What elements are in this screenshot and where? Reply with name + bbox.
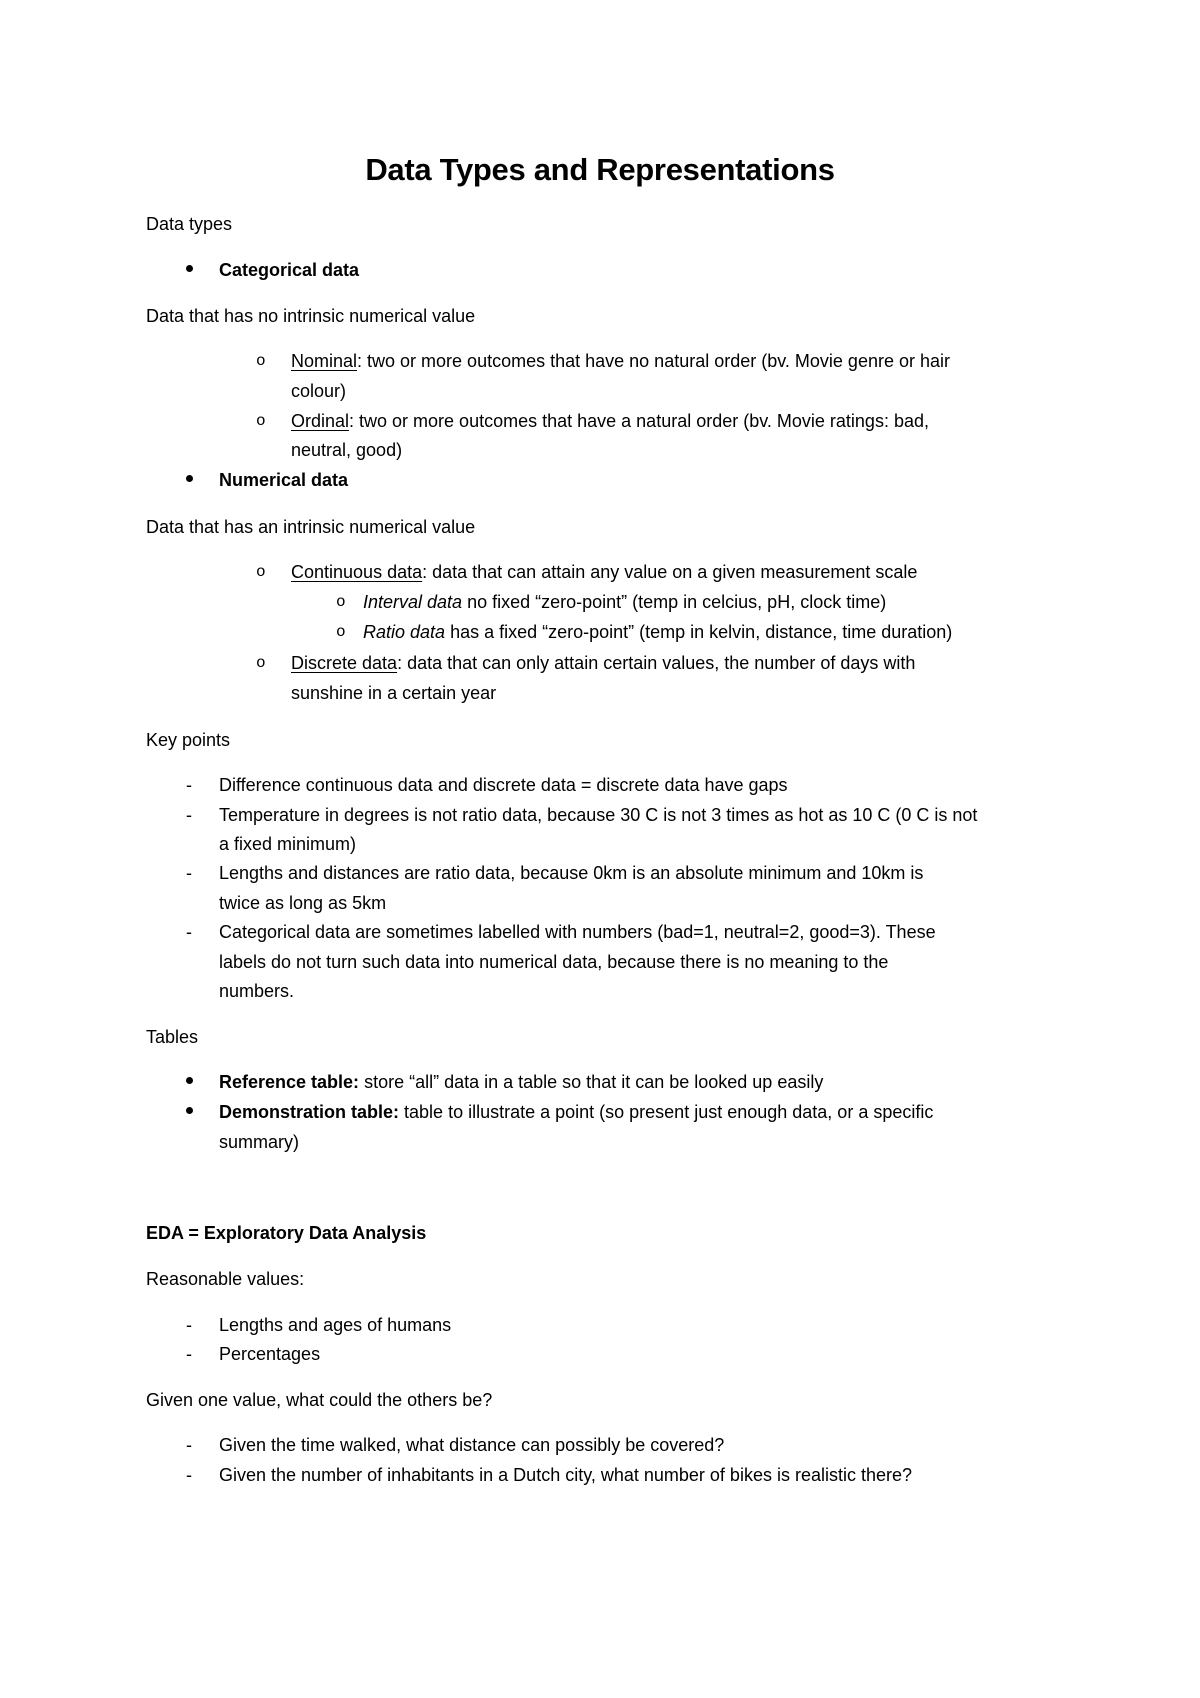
ratio-line	[363, 620, 952, 644]
section-heading-data-types: Data types	[146, 214, 233, 234]
nominal-text: : two or more outcomes that have no natural order (bv. Movie genre or hair	[357, 351, 950, 371]
interval-term: Interval data	[363, 592, 463, 612]
dash-bullet: -	[186, 863, 192, 883]
bullet-icon	[186, 265, 193, 272]
key-point-2-line-1: Temperature in degrees is not ratio data, because 30 C is not 3 times as hot as 10 C (0 C is not	[219, 805, 978, 825]
categorical-label: Categorical data	[219, 260, 360, 280]
reference-table-line	[219, 1070, 823, 1094]
circle-bullet-icon: o	[256, 352, 266, 370]
continuous-line	[291, 560, 917, 584]
reasonable-item-2: Percentages	[219, 1344, 321, 1364]
key-point-4-line-3: numbers.	[219, 981, 295, 1001]
key-point-2-line-2: a fixed minimum)	[219, 834, 357, 854]
given-item-2: Given the number of inhabitants in a Dutch city, what number of bikes is realistic there?	[219, 1465, 913, 1485]
dash-bullet: -	[186, 805, 192, 825]
interval-line	[363, 590, 886, 614]
circle-bullet-icon: o	[336, 623, 346, 641]
nominal-line-1	[291, 349, 950, 373]
bullet-icon	[186, 475, 193, 482]
dash-bullet: -	[186, 922, 192, 942]
section-heading-eda: EDA = Exploratory Data Analysis	[146, 1223, 427, 1243]
page-title: Data Types and Representations	[365, 152, 835, 187]
demonstration-table-line-1	[219, 1100, 933, 1124]
ordinal-text: : two or more outcomes that have a natural order (bv. Movie ratings: bad,	[349, 411, 929, 431]
section-heading-tables: Tables	[146, 1027, 199, 1047]
given-item-1: Given the time walked, what distance can possibly be covered?	[219, 1435, 725, 1455]
ratio-text: has a fixed “zero-point” (temp in kelvin, distance, time duration)	[445, 622, 953, 642]
demonstration-table-line-2: summary)	[219, 1132, 299, 1152]
discrete-term: Discrete data	[291, 653, 398, 673]
dash-bullet: -	[186, 775, 192, 795]
section-heading-key-points: Key points	[146, 730, 231, 750]
given-value-heading: Given one value, what could the others be?	[146, 1390, 493, 1410]
key-point-1: Difference continuous data and discrete data = discrete data have gaps	[219, 775, 788, 795]
ordinal-line-2: neutral, good)	[291, 440, 403, 460]
nominal-term: Nominal	[291, 351, 358, 371]
demonstration-table-text: table to illustrate a point (so present just enough data, or a specific	[399, 1102, 934, 1122]
circle-bullet-icon: o	[336, 593, 346, 611]
reasonable-values-heading: Reasonable values:	[146, 1269, 305, 1289]
key-point-4-line-1: Categorical data are sometimes labelled with numbers (bad=1, neutral=2, good=3). These	[219, 922, 936, 942]
discrete-line-2: sunshine in a certain year	[291, 683, 497, 703]
key-point-4-line-2: labels do not turn such data into numerical data, because there is no meaning to the	[219, 952, 889, 972]
numerical-description: Data that has an intrinsic numerical value	[146, 517, 476, 537]
dash-bullet: -	[186, 1315, 192, 1335]
discrete-line-1	[291, 651, 915, 675]
reference-table-text: store “all” data in a table so that it can be looked up easily	[359, 1072, 824, 1092]
continuous-term: Continuous data	[291, 562, 423, 582]
circle-bullet-icon: o	[256, 563, 266, 581]
categorical-description: Data that has no intrinsic numerical value	[146, 306, 476, 326]
reasonable-item-1: Lengths and ages of humans	[219, 1315, 452, 1335]
circle-bullet-icon: o	[256, 654, 266, 672]
dash-bullet: -	[186, 1435, 192, 1455]
numerical-label: Numerical data	[219, 470, 349, 490]
circle-bullet-icon: o	[256, 412, 266, 430]
nominal-line-2: colour)	[291, 381, 347, 401]
reference-table-label: Reference table:	[219, 1072, 360, 1092]
ordinal-line-1	[291, 409, 929, 433]
bullet-icon	[186, 1107, 193, 1114]
continuous-text: : data that can attain any value on a given measurement scale	[422, 562, 918, 582]
interval-text: no fixed “zero-point” (temp in celcius, pH, clock time)	[462, 592, 887, 612]
demonstration-table-label: Demonstration table:	[219, 1102, 400, 1122]
ratio-term: Ratio data	[363, 622, 446, 642]
dash-bullet: -	[186, 1344, 192, 1364]
key-point-3-line-1: Lengths and distances are ratio data, because 0km is an absolute minimum and 10km is	[219, 863, 924, 883]
key-point-3-line-2: twice as long as 5km	[219, 893, 387, 913]
ordinal-term: Ordinal	[291, 411, 350, 431]
discrete-text: : data that can only attain certain values, the number of days with	[397, 653, 916, 673]
bullet-icon	[186, 1077, 193, 1084]
dash-bullet: -	[186, 1465, 192, 1485]
